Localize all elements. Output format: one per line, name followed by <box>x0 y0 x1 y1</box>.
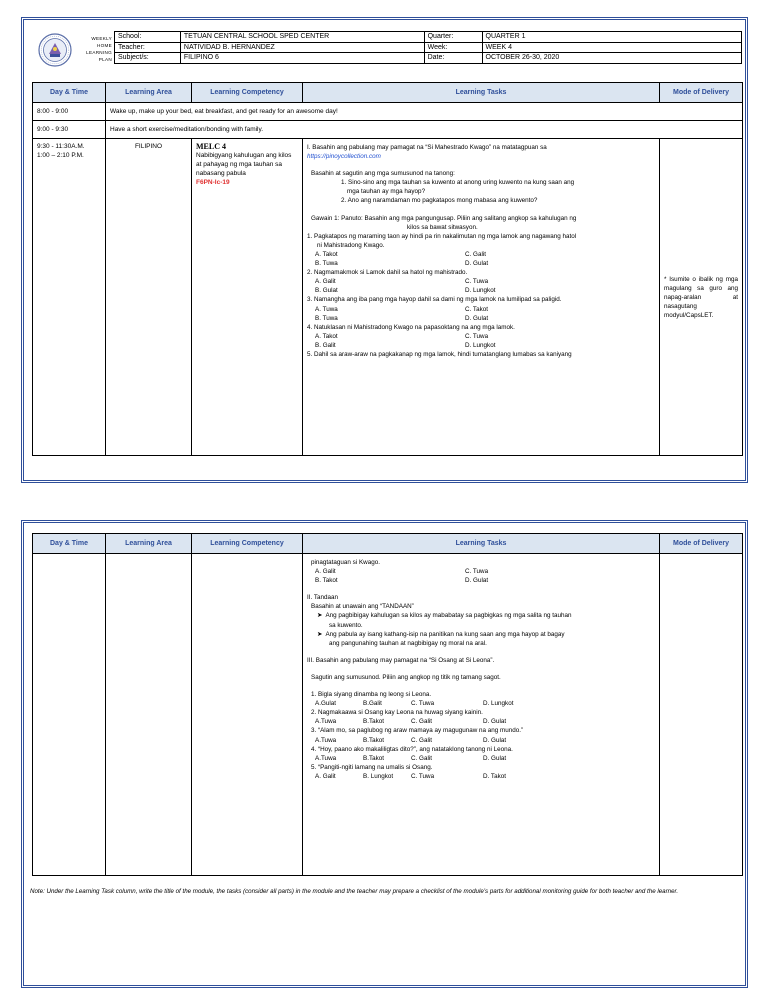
page-two <box>21 520 748 988</box>
melc-text: Nabibigyang kahulugan ang kilos at pahayag ng mga tauhan sa nabasang pabula <box>196 152 292 177</box>
choices: A. Galit B. Lungkot C. Tuwa D. Takot <box>315 772 506 780</box>
task-text: Sagutin ang sumusunod. Piliin ang angkop ng titik ng tamang sagot. <box>311 673 501 681</box>
plan-header <box>32 31 742 71</box>
quarter-label: Quarter: <box>424 32 482 43</box>
competency-cell <box>192 139 303 456</box>
question: 3. “Alam mo, sa paglubog ng araw mamaya ay magugunaw na ang mundo.” <box>311 727 524 735</box>
choices: A. Takot C. Tuwa B. Galit D. Lungkot <box>315 332 496 349</box>
col-learning-area: Learning Area <box>106 534 192 554</box>
activity-instruction: Gawain 1: Panuto: Basahin ang mga pangungusap. Piliin ang salitang angkop sa kahulugan ng <box>311 214 577 222</box>
question: 3. Namangha ang iba pang mga hayop dahil sa dami ng mga lamok na lumilipad sa paligid. <box>307 296 562 304</box>
school-info-table <box>114 31 742 64</box>
footnote: Note: Under the Learning Task column, write the title of the module, the tasks (consider all parts) in the module and the teacher may prepare a checklist of the module’s parts for additional monitoring guide for both teacher and the learner. <box>30 888 679 895</box>
row-activity: Have a short exercise/meditation/bonding with family. <box>106 121 743 139</box>
question: 1. Bigla siyang dinamba ng leong si Leona. <box>311 691 432 699</box>
col-day-time: Day & Time <box>33 534 106 554</box>
question: 1. Pagkatapos ng maraming taon ay hindi pa rin nakalimutan ng mga lamok ang nagawang hatol <box>307 232 577 240</box>
quarter-value: QUARTER 1 <box>482 32 741 43</box>
choices: A. Galit C. Tuwa B. Gulat D. Lungkot <box>315 278 496 295</box>
empty-cell <box>192 554 303 876</box>
col-mode: Mode of Delivery <box>660 534 743 554</box>
bullet-item: ➤ Ang pabula ay isang kathang-isip na panitikan na kung saan ang mga hayop at bagay <box>317 630 565 638</box>
deped-seal-icon <box>38 33 72 67</box>
empty-cell <box>660 554 743 876</box>
task-text: 2. Ano ang naramdaman mo pagkatapos mong mabasa ang kuwento? <box>341 197 538 205</box>
learning-tasks-cell <box>303 554 660 876</box>
week-value: WEEK 4 <box>482 42 741 53</box>
question: 4. “Hoy, paano ako makaliligtas dito?”, ang natataklong tanong ni Leona. <box>311 745 513 753</box>
week-label: Week: <box>424 42 482 53</box>
section-heading: II. Tandaan <box>307 594 339 602</box>
mode-text: * Isumite o ibalik ng mga magulang sa guro ang napag-aralan at nasagutang modyul/CapsLET. <box>664 275 738 319</box>
choices: A. Tuwa C. Takot B. Tuwa D. Gulat <box>315 305 489 322</box>
section-heading: III. Basahin ang pabulang may pamagat na “Si Osang at Si Leona”. <box>307 656 495 664</box>
choices: A.Tuwa B.Takot C. Galit D. Gulat <box>315 718 507 726</box>
bullet-text: ang pangunahing tauhan at nagbibigay ng moral na aral. <box>329 639 487 647</box>
col-competency: Learning Competency <box>192 534 303 554</box>
melc-code: F6PN-Ic-19 <box>196 179 230 186</box>
bullet-text: sa kuwento. <box>329 621 363 629</box>
col-tasks: Learning Tasks <box>303 534 660 554</box>
time-morning: 9:30 - 11:30A.M. <box>37 143 85 150</box>
subject-label: Subject/s: <box>115 53 181 64</box>
question: pinagtataguan si Kwago. <box>311 559 380 566</box>
col-competency: Learning Competency <box>192 83 303 103</box>
date-label: Date: <box>424 53 482 64</box>
source-link[interactable]: https://pinoycollection.com <box>307 153 381 161</box>
arrow-bullet-icon: ➤ <box>317 630 323 638</box>
question: 4. Natuklasan ni Mahistradong Kwago na papasoktang na ang mga lamok. <box>307 323 515 331</box>
question: 2. Nagmakaawa si Osang kay Leona na huwag siyang kainin. <box>311 709 483 717</box>
task-text: I. Basahin ang pabulang may pamagat na “Si Mahestrado Kwago” na matatagpuan sa <box>307 144 547 151</box>
col-learning-area: Learning Area <box>106 83 192 103</box>
empty-cell <box>106 554 192 876</box>
subject-value: FILIPINO 6 <box>180 53 424 64</box>
learning-tasks-cell <box>303 139 660 456</box>
question: 5. Dahil sa araw-araw na pagkakanap ng mga lamok, hindi tumatanglang lumabas sa kaniyang <box>307 350 572 358</box>
row-time: 8:00 - 9:00 <box>33 103 106 121</box>
question: ni Mahistradong Kwago. <box>317 241 385 249</box>
school-label: School: <box>115 32 181 43</box>
choices: A. Takot C. Galit B. Tuwa D. Gulat <box>315 250 489 268</box>
task-text: mga tauhan ay mga hayop? <box>347 188 426 196</box>
task-text: Basahin at sagutin ang mga sumusunod na tanong: <box>311 170 455 178</box>
school-value: TETUAN CENTRAL SCHOOL SPED CENTER <box>180 32 424 43</box>
choices: A.Tuwa B.Takot C. Galit D. Gulat <box>315 736 507 744</box>
row-time: 9:00 - 9:30 <box>33 121 106 139</box>
col-mode: Mode of Delivery <box>660 83 743 103</box>
learning-plan-table <box>32 82 743 456</box>
learning-area-cell: FILIPINO <box>106 139 192 456</box>
page-one <box>21 17 748 483</box>
arrow-bullet-icon: ➤ <box>317 612 323 620</box>
question: 5. “Pangiti-ngiti lamang na umalis si Osang. <box>311 763 433 771</box>
task-text: 1. Sino-sino ang mga tauhan sa kuwento at anong uring kuwento na kung saan ang <box>341 179 575 187</box>
question: 2. Nagmamakmok si Lamok dahil sa hatol ng mahistrado. <box>307 269 468 277</box>
learning-plan-table-continued <box>32 533 743 876</box>
time-afternoon: 1:00 – 2:10 P.M. <box>37 152 84 159</box>
col-tasks: Learning Tasks <box>303 83 660 103</box>
bullet-item: ➤ Ang pagbibigay kahulugan sa kilos ay mababatay sa pagbigkas ng mga salita ng tauhan <box>317 612 572 620</box>
logo-caption: WEEKLY HOME LEARNING PLAN <box>86 36 112 62</box>
choices: A. Galit C. Tuwa B. Takot D. Gulat <box>315 568 489 585</box>
col-day-time: Day & Time <box>33 83 106 103</box>
empty-cell <box>33 554 106 876</box>
date-value: OCTOBER 26-30, 2020 <box>482 53 741 64</box>
melc-title: MELC 4 <box>196 142 226 151</box>
choices: A.Gulat B.Galit C. Tuwa D. Lungkot <box>315 700 514 708</box>
activity-instruction: kilos sa bawat sitwasyon. <box>407 223 478 231</box>
teacher-label: Teacher: <box>115 42 181 53</box>
task-text: Basahin at unawain ang “TANDAAN” <box>311 603 414 611</box>
choices: A.Tuwa B.Takot C. Galit D. Gulat <box>315 754 507 762</box>
teacher-value: NATIVIDAD B. HERNANDEZ <box>180 42 424 53</box>
row-activity: Wake up, make up your bed, eat breakfast, and get ready for an awesome day! <box>106 103 743 121</box>
mode-cell <box>660 139 743 456</box>
filipino-time-cell <box>33 139 106 456</box>
